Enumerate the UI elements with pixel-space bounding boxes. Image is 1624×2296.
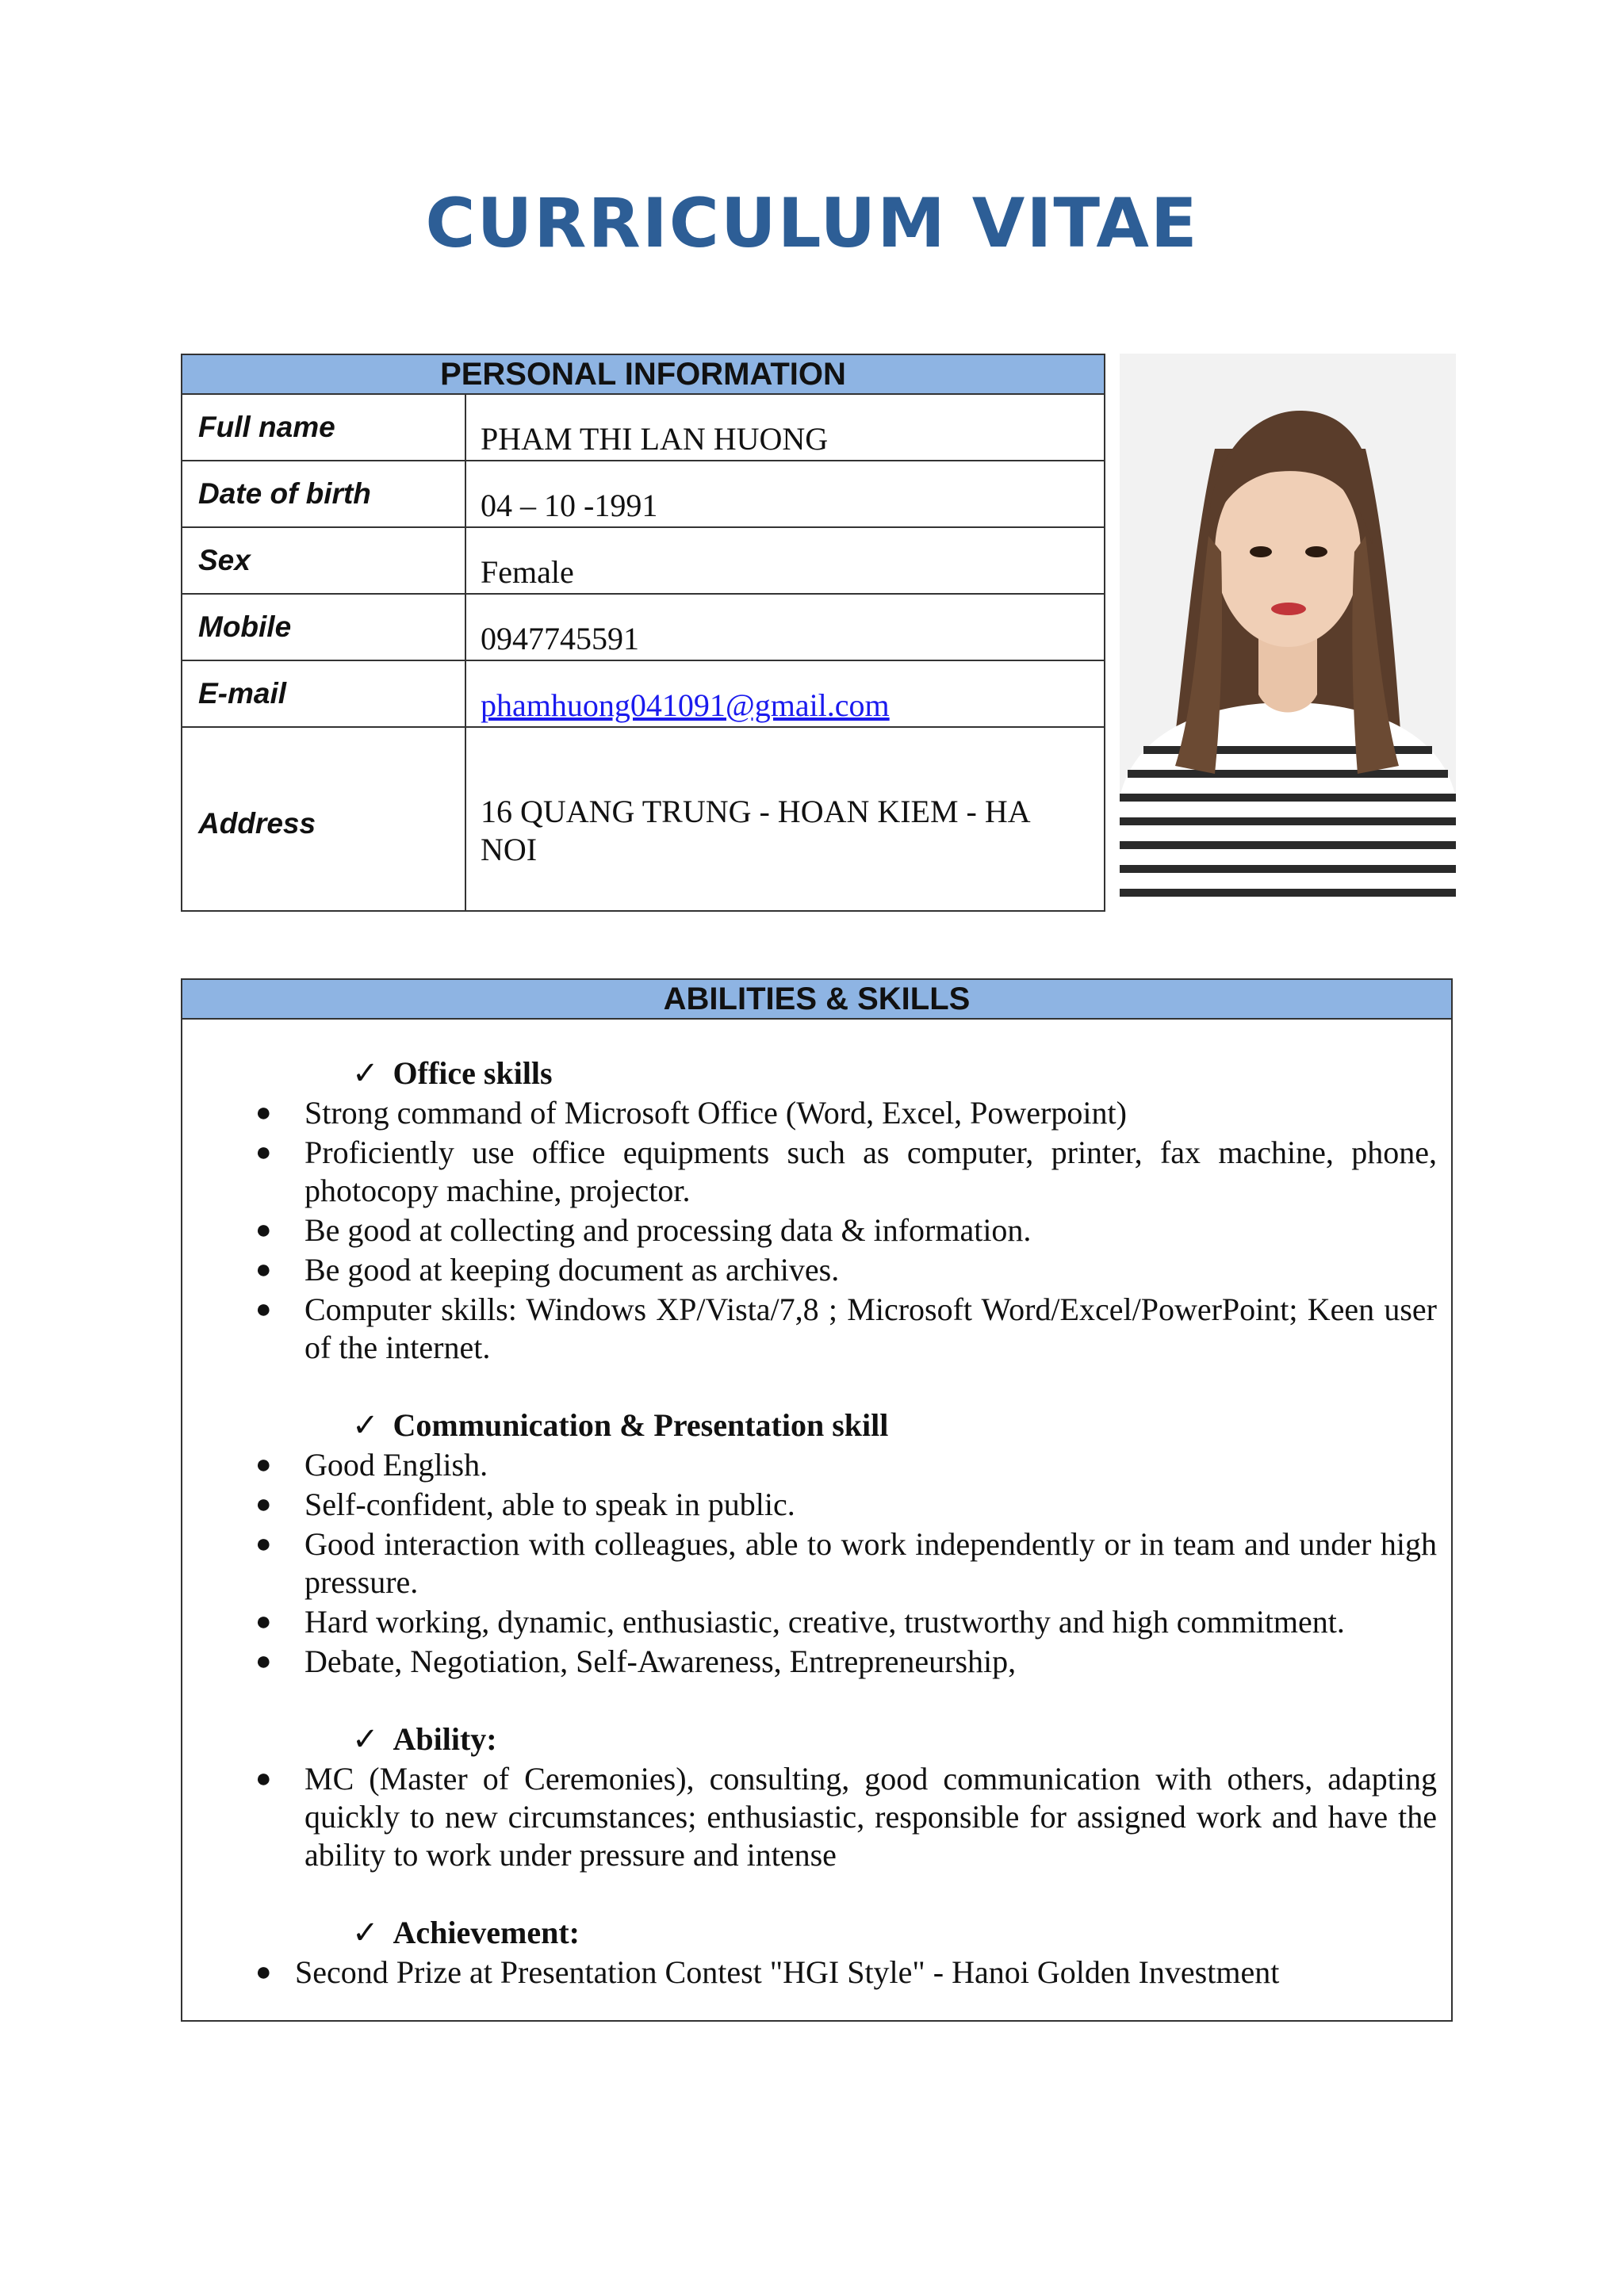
skills-heading: ABILITIES & SKILLS	[182, 980, 1451, 1020]
check-icon: ✓	[352, 1055, 379, 1091]
value-full-name: PHAM THI LAN HUONG	[481, 421, 829, 457]
bullet-icon: ●	[255, 1255, 272, 1284]
bullet-icon: ●	[255, 1957, 272, 1987]
label-email: E-mail	[182, 661, 466, 726]
row-address	[182, 728, 1104, 910]
bullet-icon: ●	[255, 1529, 272, 1559]
label-full-name: Full name	[182, 395, 466, 460]
section-title: Communication & Presentation skill	[393, 1407, 889, 1443]
list-item: ● Hard working, dynamic, enthusiastic, creative, trustworthy and high commitment.	[255, 1604, 1345, 1640]
section-ability	[182, 1720, 1437, 1758]
email-link[interactable]: phamhuong041091@gmail.com	[481, 687, 890, 723]
skills-box	[181, 978, 1453, 2022]
bullet-icon: ●	[255, 1607, 272, 1636]
section-office-skills	[182, 1054, 1437, 1093]
list-item: ● Be good at keeping document as archives.	[255, 1252, 840, 1288]
value-mobile: 0947745591	[481, 621, 639, 656]
list-item: ● Proficiently use office equipments such as computer, printer, fax machine, phone, photocopy machine, projector.	[255, 1135, 1437, 1208]
personal-info-heading: PERSONAL INFORMATION	[182, 355, 1104, 395]
section-achievement	[182, 1914, 1437, 1952]
label-sex: Sex	[182, 528, 466, 593]
check-icon: ✓	[352, 1915, 379, 1950]
row-date-of-birth	[182, 461, 1104, 528]
list-item: ● Good English.	[255, 1447, 488, 1483]
list-item: ● Strong command of Microsoft Office (Word, Excel, Powerpoint)	[255, 1095, 1127, 1131]
label-date-of-birth: Date of birth	[182, 461, 466, 526]
list-item: ● Second Prize at Presentation Contest "HGI Style" - Hanoi Golden Investment	[255, 1954, 1280, 1990]
list-item: ● Computer skills: Windows XP/Vista/7,8 ; Microsoft Word/Excel/PowerPoint; Keen user of the internet.	[255, 1292, 1437, 1365]
row-sex	[182, 528, 1104, 595]
page-title: CURRICULUM VITAE	[425, 184, 1199, 263]
label-address: Address	[182, 728, 466, 910]
bullet-icon: ●	[255, 1215, 272, 1245]
section-title: Achievement:	[393, 1915, 580, 1950]
row-full-name	[182, 395, 1104, 461]
label-mobile: Mobile	[182, 595, 466, 660]
bullet-icon: ●	[255, 1138, 272, 1167]
value-date-of-birth: 04 – 10 -1991	[481, 488, 658, 523]
bullet-icon: ●	[255, 1098, 272, 1127]
bullet-icon: ●	[255, 1647, 272, 1676]
value-sex: Female	[481, 554, 574, 590]
row-mobile	[182, 595, 1104, 661]
bullet-icon: ●	[255, 1295, 272, 1324]
list-item: ● Good interaction with colleagues, able to work independently or in team and under high pressure.	[255, 1526, 1437, 1600]
list-item: ● MC (Master of Ceremonies), consulting, good communication with others, adapting quickly to new circumstances; enthusiastic, responsible for assigned work and have the ability to work under pressure and intense	[255, 1761, 1437, 1873]
bullet-icon: ●	[255, 1490, 272, 1519]
personal-info-table	[181, 354, 1105, 912]
list-item: ● Self-confident, able to speak in public.	[255, 1487, 795, 1522]
list-item: ● Be good at collecting and processing data & information.	[255, 1212, 1032, 1248]
bullet-icon: ●	[255, 1764, 272, 1793]
section-title: Ability:	[393, 1721, 497, 1757]
check-icon: ✓	[352, 1721, 379, 1757]
section-communication	[182, 1406, 1437, 1445]
check-icon: ✓	[352, 1407, 379, 1443]
list-item: ● Debate, Negotiation, Self-Awareness, Entrepreneurship,	[255, 1644, 1017, 1679]
profile-photo	[1120, 354, 1456, 912]
value-address: 16 QUANG TRUNG - HOAN KIEM - HA NOI	[481, 794, 1029, 867]
section-title: Office skills	[393, 1055, 553, 1091]
row-email	[182, 661, 1104, 728]
bullet-icon: ●	[255, 1450, 272, 1479]
